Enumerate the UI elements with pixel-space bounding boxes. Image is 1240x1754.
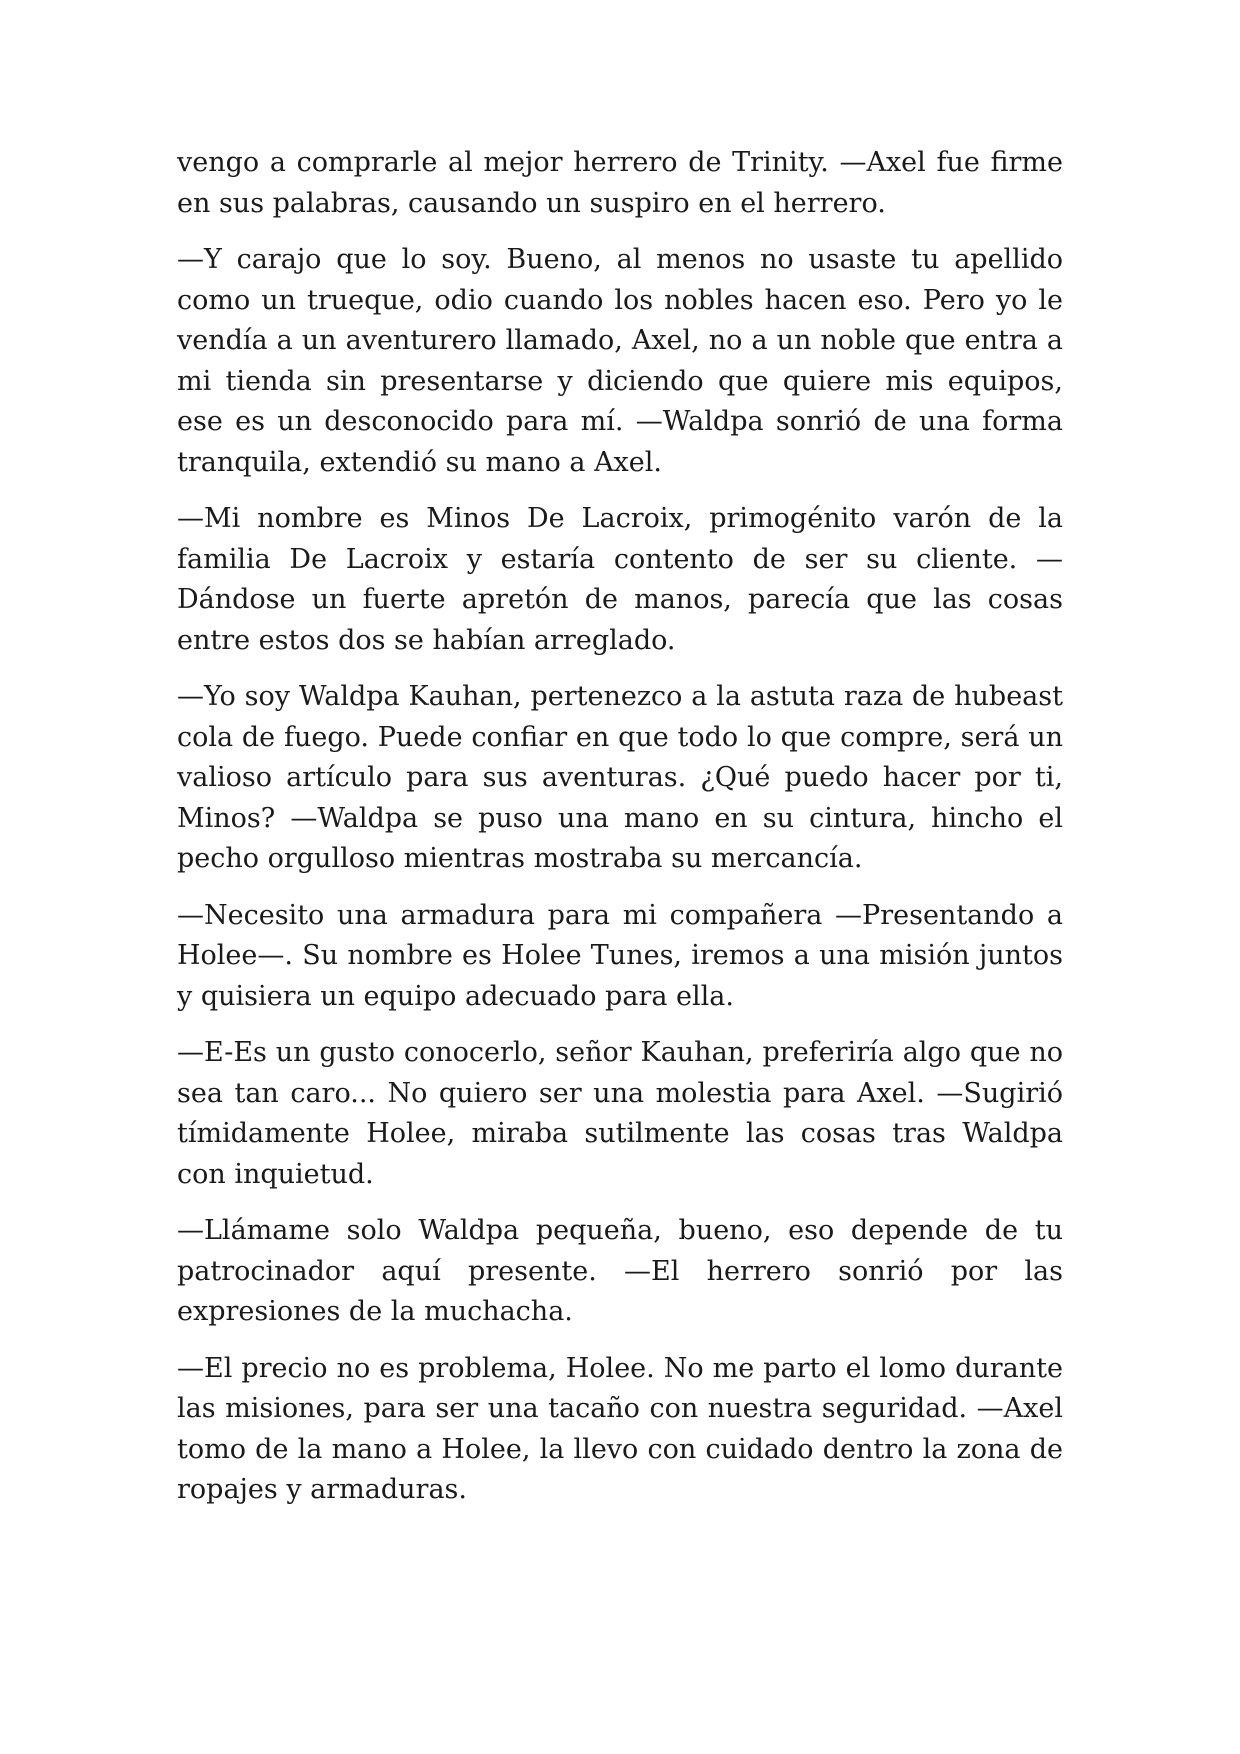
paragraph: —Y carajo que lo soy. Bueno, al menos no usaste tu apellido como un trueque, odio cuando los nobles hacen eso. Pero yo le vendía a un aventurero llamado, Axel, no a un noble que entra a mi tienda sin presentarse y diciendo que quiere mis equipos, ese es un desconocido para mí. —Waldpa sonrió de una forma tranquila, extendió su mano a Axel.	[177, 244, 1063, 478]
body-text	[177, 143, 1063, 1527]
paragraph: —E-Es un gusto conocerlo, señor Kauhan, preferiría algo que no sea tan caro... No quiero ser una molestia para Axel. —Sugirió tímidamente Holee, miraba sutilmente las cosas tras Waldpa con inquietud.	[177, 1037, 1063, 1190]
paragraph: —El precio no es problema, Holee. No me parto el lomo durante las misiones, para ser una tacaño con nuestra seguridad. —Axel tomo de la mano a Holee, la llevo con cuidado dentro la zona de ropajes y armaduras.	[177, 1352, 1063, 1505]
paragraph: vengo a comprarle al mejor herrero de Trinity. —Axel fue firme en sus palabras, causando un suspiro en el herrero.	[177, 147, 1063, 219]
paragraph: —Llámame solo Waldpa pequeña, bueno, eso depende de tu patrocinador aquí presente. —El herrero sonrió por las expresiones de la muchacha.	[177, 1215, 1063, 1327]
paragraph: —Yo soy Waldpa Kauhan, pertenezco a la astuta raza de hubeast cola de fuego. Puede confiar en que todo lo que compre, será un valioso artículo para sus aventuras. ¿Qué puedo hacer por ti, Minos? —Waldpa se puso una mano en su cintura, hincho el pecho orgulloso mientras mostraba su mercancía.	[177, 681, 1063, 874]
paragraph: —Mi nombre es Minos De Lacroix, primogénito varón de la familia De Lacroix y estaría contento de ser su cliente. —Dándose un fuerte apretón de manos, parecía que las cosas entre estos dos se habían arreglado.	[177, 503, 1063, 656]
paragraph: —Necesito una armadura para mi compañera —Presentando a Holee—. Su nombre es Holee Tunes, iremos a una misión juntos y quisiera un equipo adecuado para ella.	[177, 899, 1063, 1012]
